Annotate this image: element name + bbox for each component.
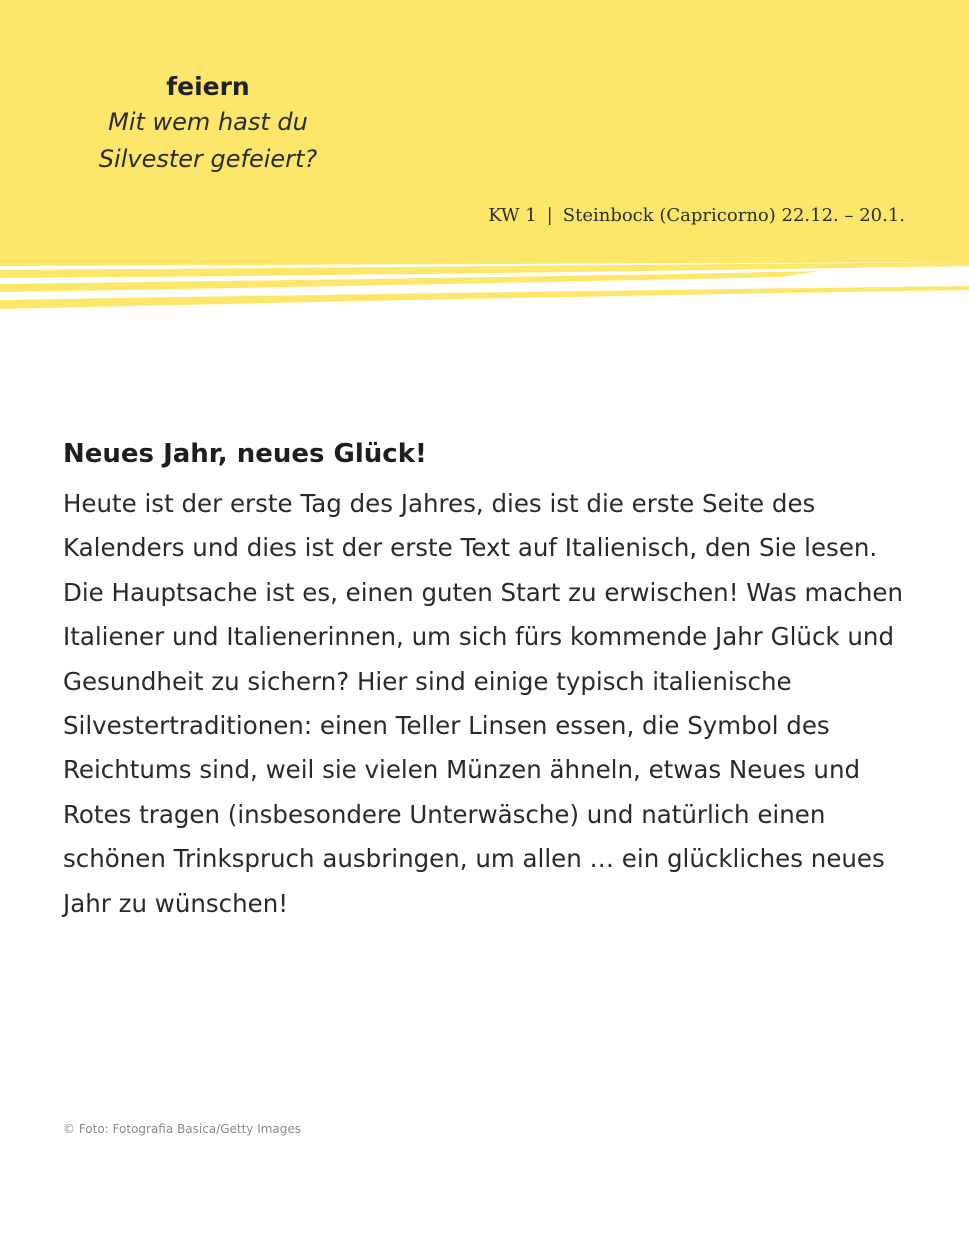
week-separator: | — [546, 205, 553, 226]
main-content — [63, 434, 918, 926]
topic-question-line-1: Mit wem hast du — [108, 108, 308, 136]
week-info — [488, 202, 905, 230]
page-title: Neues Jahr, neues Glück! — [63, 439, 427, 469]
body-text: Heute ist der erste Tag des Jahres, dies ist die erste Seite des Kalenders und dies ist der erste Text auf Italienisch, den Sie lesen. Die Hauptsache ist es, einen guten Start zu erwischen! Was machen Italiener und Italienerinnen, um sich fürs kommende Jahr Glück und Gesundheit zu sichern? Hier sind einige typisch italienische Silvestertraditionen: einen Teller Linsen essen, die Symbol des Reichtums sind, weil sie vielen Münzen ähneln, etwas Neues und Rotes tragen (insbesondere Unterwäsche) und natürlich einen schönen Trinkspruch ausbringen, um allen … ein glückliches neues Jahr zu wünschen! — [63, 489, 904, 918]
photo-credit: © Foto: Fotografia Basica/Getty Images — [63, 1122, 302, 1136]
topic-word: feiern — [166, 72, 250, 101]
topic-block — [60, 70, 356, 178]
week-number: KW 1 — [488, 205, 537, 226]
zodiac-period: Steinbock (Capricorno) 22.12. – 20.1. — [562, 205, 905, 226]
topic-question-line-2: Silvester gefeiert? — [98, 145, 318, 173]
